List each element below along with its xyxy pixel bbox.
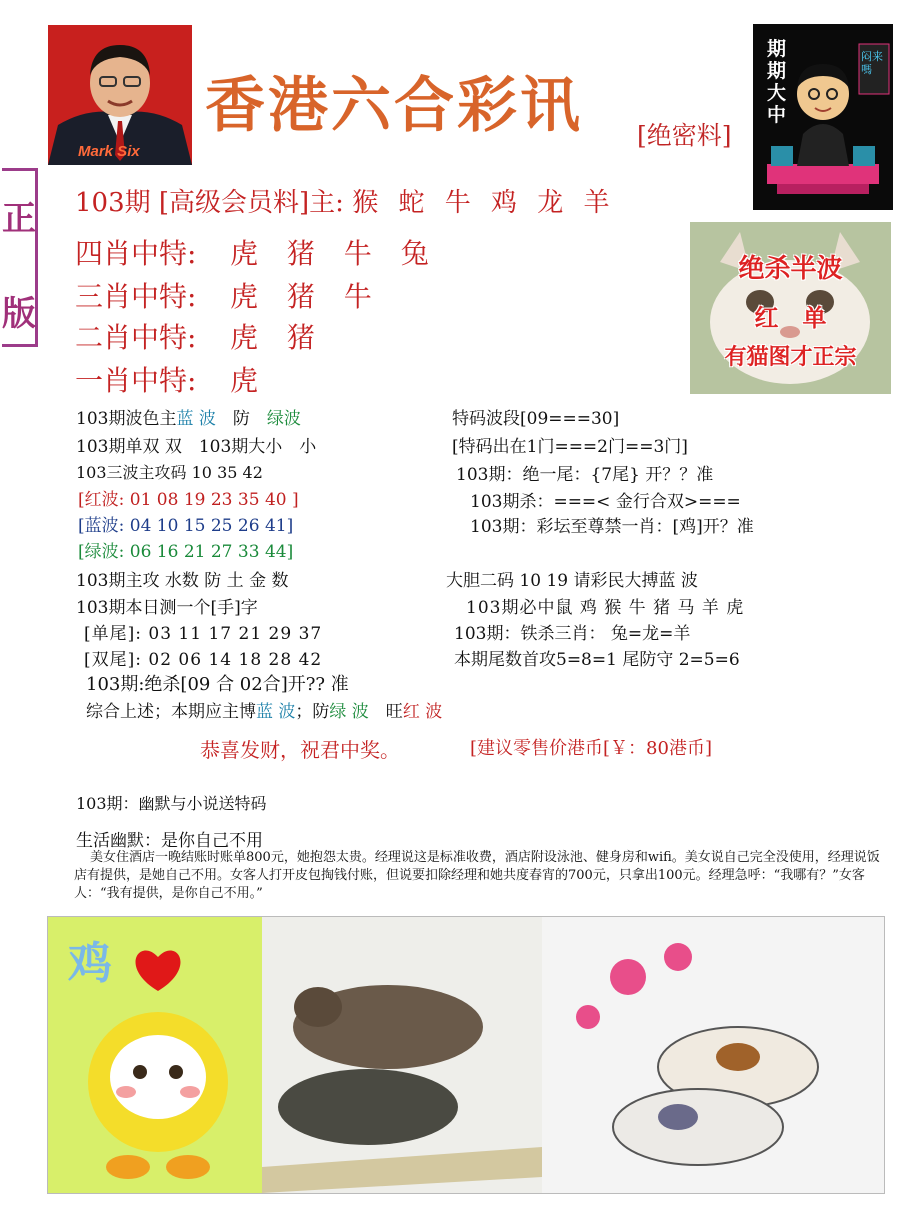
summary-main: 蓝 波 <box>256 702 296 722</box>
odd-even-line: 103期单双 双 103期大小 小 <box>76 437 317 457</box>
blessing-text: 恭喜发财，祝君中奖。 <box>200 738 400 762</box>
badge-line-2: 版 <box>2 294 36 334</box>
main-attack-line: 103期主攻 水数 防 土 金 数 <box>76 571 289 591</box>
kill-combo-line: 103期杀：===< 金行合双>=== <box>470 492 741 512</box>
green-wave-numbers: [绿波: 06 16 21 27 33 44] <box>78 542 294 562</box>
guess-char-line: 103期本日测一个[手]字 <box>76 598 258 618</box>
tier-three <box>75 275 373 315</box>
zodiac-image-strip <box>47 916 885 1194</box>
tier-two <box>75 316 316 356</box>
tier-label: 二肖中特: <box>75 321 197 354</box>
tier-label: 四肖中特: <box>75 237 197 270</box>
cartoon-sign: 闷来嗎 <box>861 50 883 76</box>
gate-line: [特码出在1门===2门==3门] <box>452 437 688 457</box>
price-note: [建议零售价港币[￥：80港币] <box>470 738 712 759</box>
vip-label: 103期 [高级会员料]主: <box>75 188 344 218</box>
summary-mid: ；防 <box>295 702 330 722</box>
double-tail-line: [双尾]: 02 06 14 18 28 42 <box>84 650 323 670</box>
badge-line-1: 正 <box>2 199 36 239</box>
vip-pick-line <box>75 182 616 219</box>
tier-one <box>75 359 259 399</box>
authentic-badge <box>2 168 38 347</box>
kitten-line-3: 有猫图才正宗 <box>724 344 857 370</box>
red-wave-numbers: [红波: 01 08 19 23 35 40 ] <box>78 490 299 510</box>
summary-sep: 旺 <box>368 702 403 722</box>
page-title: 香港六合彩讯 <box>205 71 583 141</box>
iron-kill-line: 103期：铁杀三肖： 兔=龙=羊 <box>454 624 691 644</box>
tier-label: 三肖中特: <box>75 280 197 313</box>
wave-prefix: 103期波色主 <box>76 409 177 429</box>
mark-six-logo: Mark Six <box>78 143 140 160</box>
summary-hot: 红 波 <box>402 702 443 722</box>
host-portrait <box>48 25 192 165</box>
cartoon-caption: 期期大中 <box>767 38 787 126</box>
page-title-tag: [绝密料] <box>637 121 732 150</box>
summary-line <box>86 697 442 722</box>
kill-line: 103期:绝杀[09 合 02合]开?? 准 <box>86 674 349 695</box>
tier-values: 虎 猪 <box>230 321 316 354</box>
tier-values: 虎 猪 牛 兔 <box>230 237 430 270</box>
summary-guard: 绿 波 <box>329 702 369 722</box>
single-tail-line: [单尾]: 03 11 17 21 29 37 <box>84 624 323 644</box>
lucky-cartoon <box>753 24 893 210</box>
wave-color-line <box>76 404 301 429</box>
special-range-line: 特码波段[09===30] <box>452 409 620 429</box>
tier-values: 虎 猪 牛 <box>230 280 373 313</box>
tier-four <box>75 232 430 272</box>
bold-two-line: 大胆二码 10 19 请彩民大搏蓝 波 <box>446 571 698 591</box>
chick-character: 鸡 <box>68 938 112 989</box>
story-heading: 103期：幽默与小说送特码 <box>76 794 267 813</box>
tail-attack-line: 本期尾数首攻5=8=1 尾防守 2=5=6 <box>454 650 740 670</box>
wave-main: 蓝 波 <box>176 409 216 429</box>
one-tail-line: 103期：绝一尾：{7尾} 开？？准 <box>456 465 714 485</box>
kitten-line-1: 绝杀半波 <box>738 254 843 284</box>
summary-prefix: 综合上述；本期应主博 <box>86 702 256 722</box>
forbidden-line: 103期：彩坛至尊禁一肖：[鸡]开？准 <box>470 517 754 537</box>
tier-label: 一肖中特: <box>75 364 197 397</box>
tier-values: 虎 <box>230 364 260 397</box>
three-wave-line: 103三波主攻码 10 35 42 <box>76 463 263 482</box>
vip-picks: 猴 蛇 牛 鸡 龙 羊 <box>352 188 616 218</box>
blue-wave-numbers: [蓝波: 04 10 15 25 26 41] <box>78 516 294 536</box>
kitten-line-2: 红 单 <box>754 303 827 332</box>
story-body: 美女住酒店一晚结账时账单800元，她抱怨太贵。经理说这是标准收费，酒店附设泳池、健身房和wifi。美女说自己完全没使用，经理说饭店有提供，是她自己不用。女客人打开皮包掏钱付账，但说要扣除经理和她共度春宵的700元，只拿出100元。经理急呼：“我哪有？”女客人：“我有提供，是你自己不用。” <box>74 850 880 901</box>
wave-guard: 绿波 <box>266 409 301 429</box>
wave-guard-label: 防 <box>232 409 250 429</box>
story-subheading: 生活幽默：是你自己不用 <box>76 831 263 851</box>
zodiac-illustrations <box>48 917 884 1193</box>
kitten-promo <box>690 222 891 394</box>
must-hit-line: 103期必中鼠 鸡 猴 牛 猪 马 羊 虎 <box>466 598 745 618</box>
